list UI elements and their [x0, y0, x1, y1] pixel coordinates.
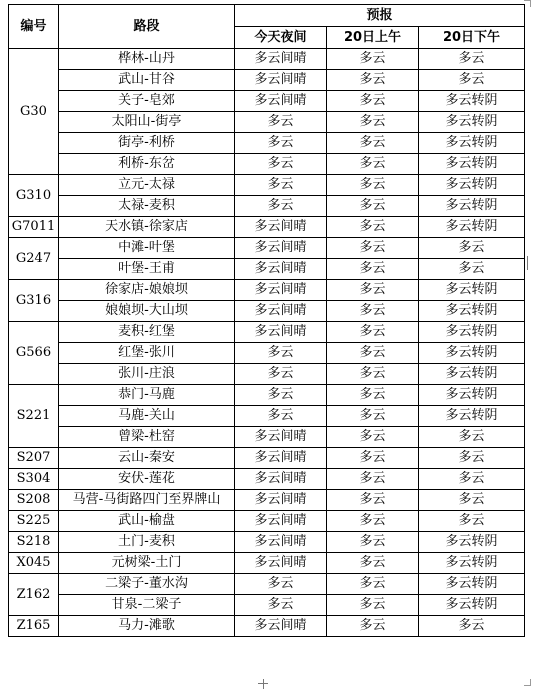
- road-code-cell: G30: [9, 49, 59, 175]
- table-row: [9, 91, 525, 112]
- afternoon-cell: 多云: [419, 511, 525, 532]
- header-forecast: 预报: [235, 5, 525, 27]
- afternoon-cell: 多云转阴: [419, 280, 525, 301]
- table-row: [9, 301, 525, 322]
- afternoon-cell: 多云: [419, 238, 525, 259]
- morning-cell: 多云: [327, 490, 419, 511]
- morning-cell: 多云: [327, 553, 419, 574]
- road-code-cell: S218: [9, 532, 59, 553]
- tonight-cell: 多云: [235, 343, 327, 364]
- morning-cell: 多云: [327, 469, 419, 490]
- morning-cell: 多云: [327, 196, 419, 217]
- segment-cell: 太禄-麦积: [59, 196, 235, 217]
- morning-cell: 多云: [327, 70, 419, 91]
- tonight-cell: 多云间晴: [235, 469, 327, 490]
- table-row: [9, 427, 525, 448]
- table-row: [9, 259, 525, 280]
- table-row: [9, 448, 525, 469]
- header-afternoon: 20日下午: [419, 27, 525, 49]
- afternoon-cell: 多云转阴: [419, 196, 525, 217]
- morning-cell: 多云: [327, 91, 419, 112]
- table-row: [9, 616, 525, 637]
- segment-cell: 武山-甘谷: [59, 70, 235, 91]
- tonight-cell: 多云间晴: [235, 553, 327, 574]
- afternoon-cell: 多云: [419, 70, 525, 91]
- segment-cell: 马力-滩歌: [59, 616, 235, 637]
- table-row: [9, 322, 525, 343]
- tonight-cell: 多云间晴: [235, 217, 327, 238]
- road-code-cell: S304: [9, 469, 59, 490]
- table-row: [9, 238, 525, 259]
- tonight-cell: 多云: [235, 595, 327, 616]
- morning-cell: 多云: [327, 133, 419, 154]
- table-row: [9, 280, 525, 301]
- tonight-cell: 多云: [235, 133, 327, 154]
- segment-cell: 徐家店-娘娘坝: [59, 280, 235, 301]
- header-morning: 20日上午: [327, 27, 419, 49]
- road-code-cell: S221: [9, 385, 59, 448]
- morning-cell: 多云: [327, 322, 419, 343]
- afternoon-cell: 多云: [419, 490, 525, 511]
- morning-cell: 多云: [327, 364, 419, 385]
- morning-cell: 多云: [327, 406, 419, 427]
- tonight-cell: 多云间晴: [235, 280, 327, 301]
- table-row: [9, 364, 525, 385]
- tonight-cell: 多云: [235, 385, 327, 406]
- road-code-cell: X045: [9, 553, 59, 574]
- segment-cell: 武山-榆盘: [59, 511, 235, 532]
- table-row: [9, 595, 525, 616]
- segment-cell: 恭门-马鹿: [59, 385, 235, 406]
- tonight-cell: 多云间晴: [235, 490, 327, 511]
- afternoon-cell: 多云转阴: [419, 406, 525, 427]
- table-row: [9, 196, 525, 217]
- afternoon-cell: 多云: [419, 49, 525, 70]
- afternoon-cell: 多云: [419, 259, 525, 280]
- table-row: [9, 175, 525, 196]
- afternoon-cell: 多云: [419, 427, 525, 448]
- table-row: [9, 406, 525, 427]
- segment-cell: 太阳山-街亭: [59, 112, 235, 133]
- segment-cell: 云山-秦安: [59, 448, 235, 469]
- afternoon-cell: 多云转阴: [419, 112, 525, 133]
- road-code-cell: G316: [9, 280, 59, 322]
- corner-crop-mark: [524, 0, 531, 7]
- header-row-top: [9, 5, 525, 27]
- afternoon-cell: 多云: [419, 616, 525, 637]
- tonight-cell: 多云间晴: [235, 91, 327, 112]
- tonight-cell: 多云: [235, 154, 327, 175]
- table-row: [9, 532, 525, 553]
- afternoon-cell: 多云转阴: [419, 595, 525, 616]
- morning-cell: 多云: [327, 427, 419, 448]
- segment-cell: 红堡-张川: [59, 343, 235, 364]
- table-row: [9, 217, 525, 238]
- morning-cell: 多云: [327, 217, 419, 238]
- afternoon-cell: 多云: [419, 469, 525, 490]
- morning-cell: 多云: [327, 343, 419, 364]
- morning-cell: 多云: [327, 616, 419, 637]
- morning-cell: 多云: [327, 112, 419, 133]
- tonight-cell: 多云间晴: [235, 511, 327, 532]
- morning-cell: 多云: [327, 595, 419, 616]
- table-body: [9, 49, 525, 637]
- segment-cell: 马营-马街路四门至界牌山: [59, 490, 235, 511]
- segment-cell: 桦林-山丹: [59, 49, 235, 70]
- tonight-cell: 多云间晴: [235, 532, 327, 553]
- table-row: [9, 70, 525, 91]
- table-row: [9, 490, 525, 511]
- morning-cell: 多云: [327, 532, 419, 553]
- segment-cell: 关子-皂郊: [59, 91, 235, 112]
- table-row: [9, 469, 525, 490]
- paragraph-mark: [263, 679, 264, 689]
- road-code-cell: S207: [9, 448, 59, 469]
- table-row: [9, 553, 525, 574]
- segment-cell: 张川-庄浪: [59, 364, 235, 385]
- morning-cell: 多云: [327, 175, 419, 196]
- morning-cell: 多云: [327, 511, 419, 532]
- afternoon-cell: 多云转阴: [419, 574, 525, 595]
- forecast-table-container: [8, 4, 525, 637]
- afternoon-cell: 多云转阴: [419, 553, 525, 574]
- segment-cell: 安伏-莲花: [59, 469, 235, 490]
- road-code-cell: S208: [9, 490, 59, 511]
- morning-cell: 多云: [327, 259, 419, 280]
- tonight-cell: 多云: [235, 175, 327, 196]
- afternoon-cell: 多云转阴: [419, 343, 525, 364]
- segment-cell: 娘娘坝-大山坝: [59, 301, 235, 322]
- morning-cell: 多云: [327, 574, 419, 595]
- table-row: [9, 133, 525, 154]
- segment-cell: 二梁子-董水沟: [59, 574, 235, 595]
- table-row: [9, 574, 525, 595]
- morning-cell: 多云: [327, 385, 419, 406]
- segment-cell: 元树梁-土门: [59, 553, 235, 574]
- road-code-cell: G247: [9, 238, 59, 280]
- table-row: [9, 385, 525, 406]
- segment-cell: 甘泉-二梁子: [59, 595, 235, 616]
- tonight-cell: 多云: [235, 364, 327, 385]
- tonight-cell: 多云间晴: [235, 259, 327, 280]
- afternoon-cell: 多云转阴: [419, 133, 525, 154]
- header-segment: 路段: [59, 5, 235, 49]
- table-row: [9, 112, 525, 133]
- segment-cell: 立元-太禄: [59, 175, 235, 196]
- segment-cell: 曾梁-杜窑: [59, 427, 235, 448]
- header-tonight: 今天夜间: [235, 27, 327, 49]
- afternoon-cell: 多云转阴: [419, 364, 525, 385]
- header-code: 编号: [9, 5, 59, 49]
- segment-cell: 马鹿-关山: [59, 406, 235, 427]
- cursor-mark: [527, 256, 528, 270]
- tonight-cell: 多云间晴: [235, 448, 327, 469]
- tonight-cell: 多云: [235, 574, 327, 595]
- morning-cell: 多云: [327, 238, 419, 259]
- afternoon-cell: 多云转阴: [419, 301, 525, 322]
- tonight-cell: 多云间晴: [235, 616, 327, 637]
- morning-cell: 多云: [327, 49, 419, 70]
- afternoon-cell: 多云转阴: [419, 385, 525, 406]
- segment-cell: 天水镇-徐家店: [59, 217, 235, 238]
- segment-cell: 中滩-叶堡: [59, 238, 235, 259]
- table-row: [9, 343, 525, 364]
- segment-cell: 土门-麦积: [59, 532, 235, 553]
- morning-cell: 多云: [327, 448, 419, 469]
- tonight-cell: 多云间晴: [235, 427, 327, 448]
- tonight-cell: 多云: [235, 112, 327, 133]
- table-row: [9, 511, 525, 532]
- road-weather-forecast-table: [8, 4, 525, 637]
- corner-crop-mark: [524, 679, 531, 686]
- road-code-cell: G310: [9, 175, 59, 217]
- table-row: [9, 154, 525, 175]
- segment-cell: 叶堡-王甫: [59, 259, 235, 280]
- road-code-cell: G566: [9, 322, 59, 385]
- afternoon-cell: 多云转阴: [419, 175, 525, 196]
- tonight-cell: 多云: [235, 196, 327, 217]
- morning-cell: 多云: [327, 301, 419, 322]
- afternoon-cell: 多云转阴: [419, 532, 525, 553]
- segment-cell: 街亭-利桥: [59, 133, 235, 154]
- road-code-cell: Z165: [9, 616, 59, 637]
- tonight-cell: 多云间晴: [235, 301, 327, 322]
- table-row: [9, 49, 525, 70]
- tonight-cell: 多云: [235, 406, 327, 427]
- segment-cell: 麦积-红堡: [59, 322, 235, 343]
- road-code-cell: Z162: [9, 574, 59, 616]
- morning-cell: 多云: [327, 280, 419, 301]
- tonight-cell: 多云间晴: [235, 322, 327, 343]
- tonight-cell: 多云间晴: [235, 238, 327, 259]
- afternoon-cell: 多云转阴: [419, 217, 525, 238]
- afternoon-cell: 多云转阴: [419, 91, 525, 112]
- segment-cell: 利桥-东岔: [59, 154, 235, 175]
- tonight-cell: 多云间晴: [235, 70, 327, 91]
- afternoon-cell: 多云转阴: [419, 322, 525, 343]
- road-code-cell: G7011: [9, 217, 59, 238]
- afternoon-cell: 多云转阴: [419, 154, 525, 175]
- road-code-cell: S225: [9, 511, 59, 532]
- morning-cell: 多云: [327, 154, 419, 175]
- afternoon-cell: 多云: [419, 448, 525, 469]
- tonight-cell: 多云间晴: [235, 49, 327, 70]
